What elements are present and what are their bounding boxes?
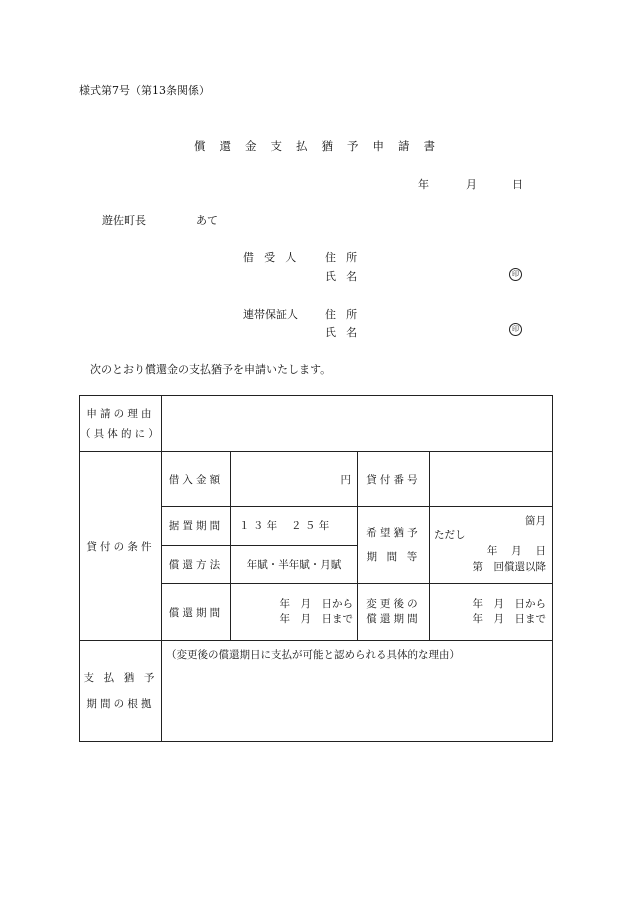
loan-number-field[interactable]	[430, 452, 553, 507]
basis-label	[80, 641, 162, 742]
yen-unit: 円	[340, 473, 351, 486]
desired-grace-field[interactable]	[430, 507, 553, 584]
repayment-method-value[interactable]: 年賦・半年賦・月賦	[231, 545, 358, 584]
reason-field[interactable]	[162, 396, 553, 452]
loan-amount-label: 借入金額	[162, 452, 231, 507]
form-number: 様式第7号（第13条関係）	[79, 84, 210, 97]
changed-period-label	[358, 584, 430, 641]
grace-date: 年 月 日	[486, 545, 546, 557]
intro-text: 次のとおり償還金の支払猶予を申請いたします。	[90, 363, 332, 376]
conditions-label: 貸付の条件	[80, 452, 162, 641]
date-month: 月	[466, 178, 477, 191]
reason-label-line1: 申請の理由	[86, 407, 155, 420]
guarantor-label: 連帯保証人	[243, 308, 298, 321]
loan-amount-field[interactable]	[231, 452, 358, 507]
reason-row	[80, 396, 553, 452]
basis-field[interactable]	[162, 641, 553, 742]
basis-row	[80, 641, 553, 742]
changed-period-label-line2: 償還期間	[366, 613, 421, 625]
borrower-seal-icon: 印	[509, 268, 522, 281]
guarantor-seal-icon: 印	[509, 323, 522, 336]
repayment-period-to: 年 月 日まで	[279, 613, 353, 625]
guarantor-name-label: 氏 名	[325, 326, 361, 339]
basis-label-line2: 期間の根拠	[86, 698, 155, 710]
basis-note: （変更後の償還期日に支払が可能と認められる具体的な理由）	[166, 649, 460, 661]
however-text: ただし	[434, 529, 466, 541]
from-installment-text: 第 回償還以降	[472, 561, 546, 573]
changed-period-to: 年 月 日まで	[472, 613, 546, 625]
repayment-period-label: 償還期間	[162, 584, 231, 641]
guarantor-address-label: 住 所	[325, 308, 361, 321]
reason-label-line2: （具体的に）	[80, 427, 162, 440]
addressee-name: 遊佐町長	[102, 214, 146, 227]
deferment-period-value: １ ３ 年 ２ ５ 年	[231, 507, 358, 546]
page-title: 償 還 金 支 払 猶 予 申 請 書	[194, 139, 441, 153]
desired-grace-label-line1: 希望猶予	[366, 527, 421, 539]
desired-grace-label-line2: 期 間 等	[366, 551, 421, 563]
changed-period-label-line1: 変更後の	[366, 598, 421, 610]
borrower-label: 借 受 人	[243, 251, 300, 264]
loan-amount-row	[80, 452, 553, 507]
changed-period-from: 年 月 日から	[472, 598, 546, 610]
repayment-method-label: 償還方法	[162, 545, 231, 584]
addressee-suffix: あて	[196, 214, 218, 227]
date-year: 年	[418, 178, 429, 191]
repayment-period-from: 年 月 日から	[279, 598, 353, 610]
loan-number-label: 貸付番号	[358, 452, 430, 507]
date-day: 日	[512, 178, 523, 191]
application-table	[79, 395, 553, 742]
borrower-address-label: 住 所	[325, 251, 361, 264]
months-unit: 箇月	[525, 515, 546, 527]
deferment-period-label: 据置期間	[162, 507, 231, 546]
borrower-name-label: 氏 名	[325, 270, 361, 283]
reason-label	[80, 396, 162, 452]
changed-period-field[interactable]	[430, 584, 553, 641]
desired-grace-label	[358, 507, 430, 584]
repayment-period-field[interactable]	[231, 584, 358, 641]
basis-label-line1: 支 払 猶 予	[83, 672, 158, 684]
